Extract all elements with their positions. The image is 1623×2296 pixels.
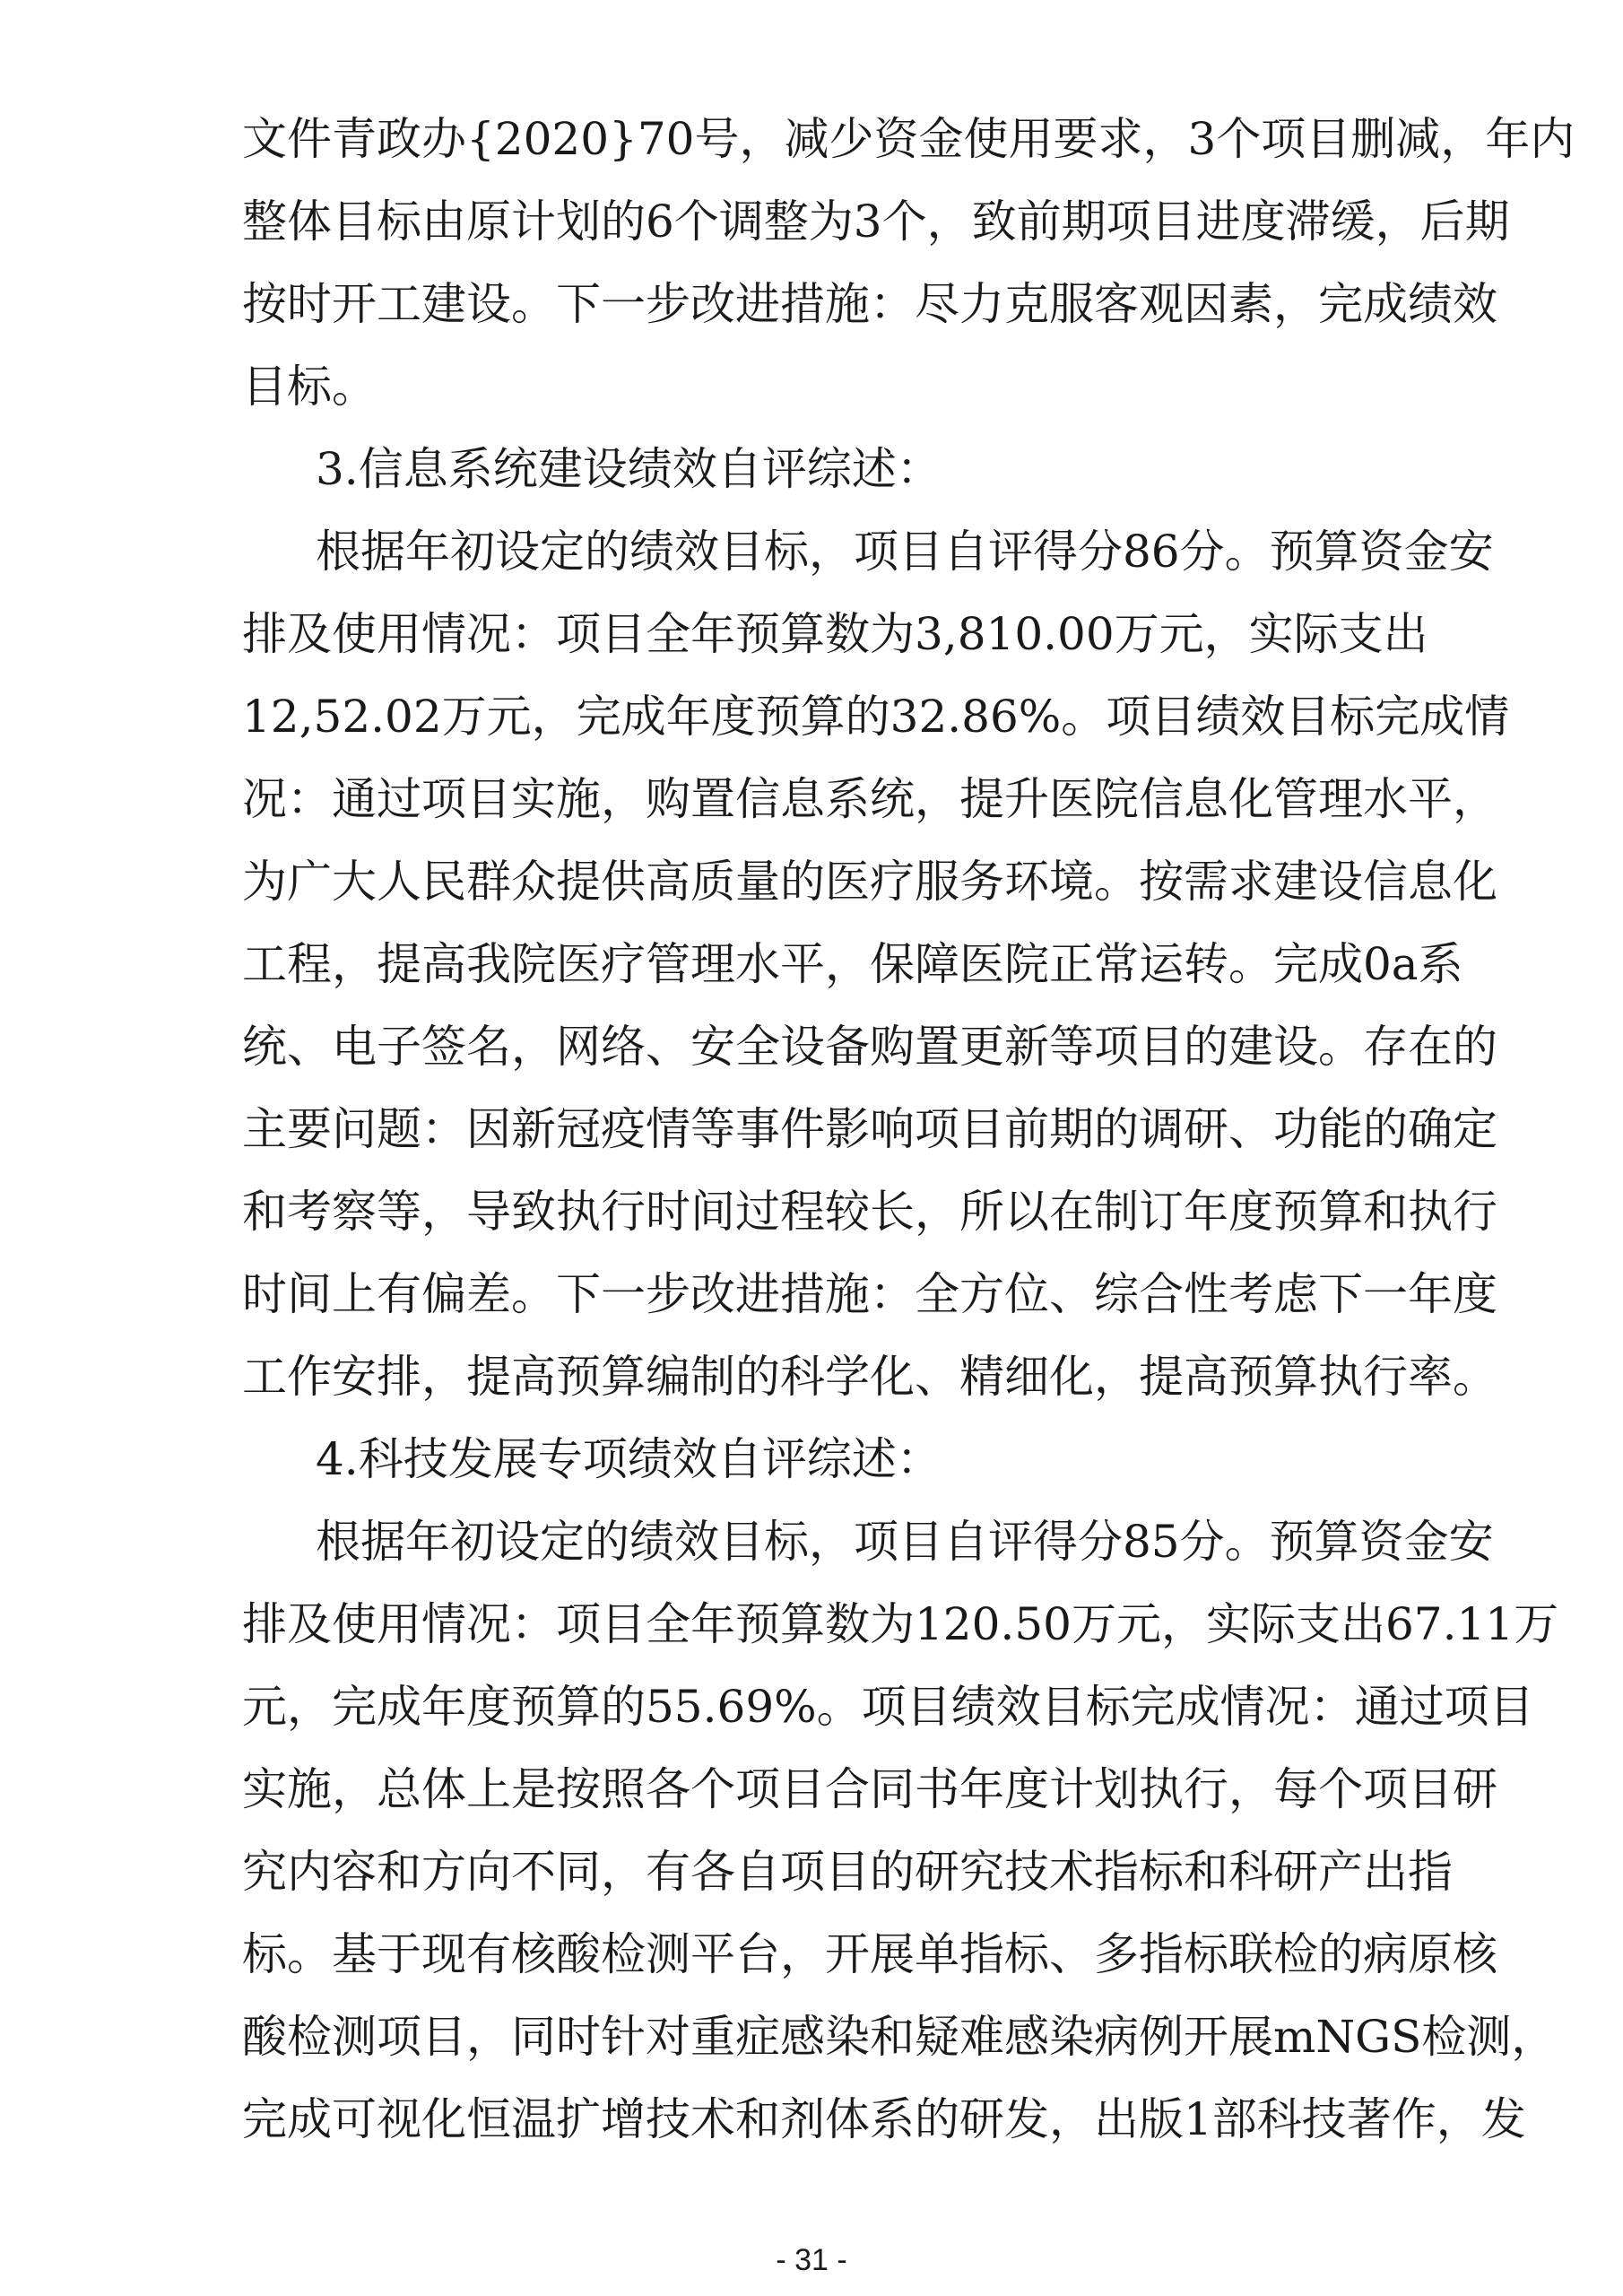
page-number: - 31 - [776, 2243, 847, 2277]
section-heading: 4.科技发展专项绩效自评综述： [316, 1433, 942, 1485]
text-line: 文件青政办{2020}70号，减少资金使用要求，3个项目删减，年内 [242, 113, 1575, 165]
text-line: 工程，提高我院医疗管理水平，保障医院正常运转。完成0a系 [242, 938, 1463, 990]
text-line: 元，完成年度预算的55.69%。项目绩效目标完成情况：通过项目 [242, 1681, 1534, 1733]
text-line: 标。基于现有核酸检测平台，开展单指标、多指标联检的病原核 [242, 1928, 1497, 1980]
paragraph-first-line: 根据年初设定的绩效目标，项目自评得分85分。预算资金安 [316, 1516, 1494, 1568]
text-line: 排及使用情况：项目全年预算数为120.50万元，实际支出67.11万 [242, 1598, 1559, 1650]
text-line: 排及使用情况：项目全年预算数为3,810.00万元，实际支出 [242, 608, 1428, 660]
text-line: 实施，总体上是按照各个项目合同书年度计划执行，每个项目研 [242, 1763, 1497, 1815]
text-line: 究内容和方向不同，有各自项目的研究技术指标和科研产出指 [242, 1846, 1453, 1898]
text-line: 统、电子签名，网络、安全设备购置更新等项目的建设。存在的 [242, 1021, 1497, 1073]
text-line: 完成可视化恒温扩增技术和剂体系的研发，出版1部科技著作，发 [242, 2093, 1526, 2145]
text-line: 目标。 [242, 361, 377, 413]
text-line: 况：通过项目实施，购置信息系统，提升医院信息化管理水平， [242, 773, 1497, 825]
text-line: 为广大人民群众提供高质量的医疗服务环境。按需求建设信息化 [242, 856, 1497, 908]
text-line: 整体目标由原计划的6个调整为3个，致前期项目进度滞缓，后期 [242, 196, 1510, 248]
text-line: 12,52.02万元，完成年度预算的32.86%。项目绩效目标完成情 [242, 691, 1510, 743]
section-heading: 3.信息系统建设绩效自评综述： [316, 443, 942, 495]
text-line: 工作安排，提高预算编制的科学化、精细化，提高预算执行率。 [242, 1351, 1497, 1403]
text-line: 时间上有偏差。下一步改进措施：全方位、综合性考虑下一年度 [242, 1268, 1497, 1320]
text-line: 按时开工建设。下一步改进措施：尽力克服客观因素，完成绩效 [242, 278, 1497, 330]
text-line: 酸检测项目，同时针对重症感染和疑难感染病例开展mNGS检测， [242, 2011, 1557, 2063]
text-line: 主要问题：因新冠疫情等事件影响项目前期的调研、功能的确定 [242, 1103, 1497, 1155]
paragraph-first-line: 根据年初设定的绩效目标，项目自评得分86分。预算资金安 [316, 526, 1494, 578]
text-line: 和考察等，导致执行时间过程较长，所以在制订年度预算和执行 [242, 1186, 1497, 1238]
